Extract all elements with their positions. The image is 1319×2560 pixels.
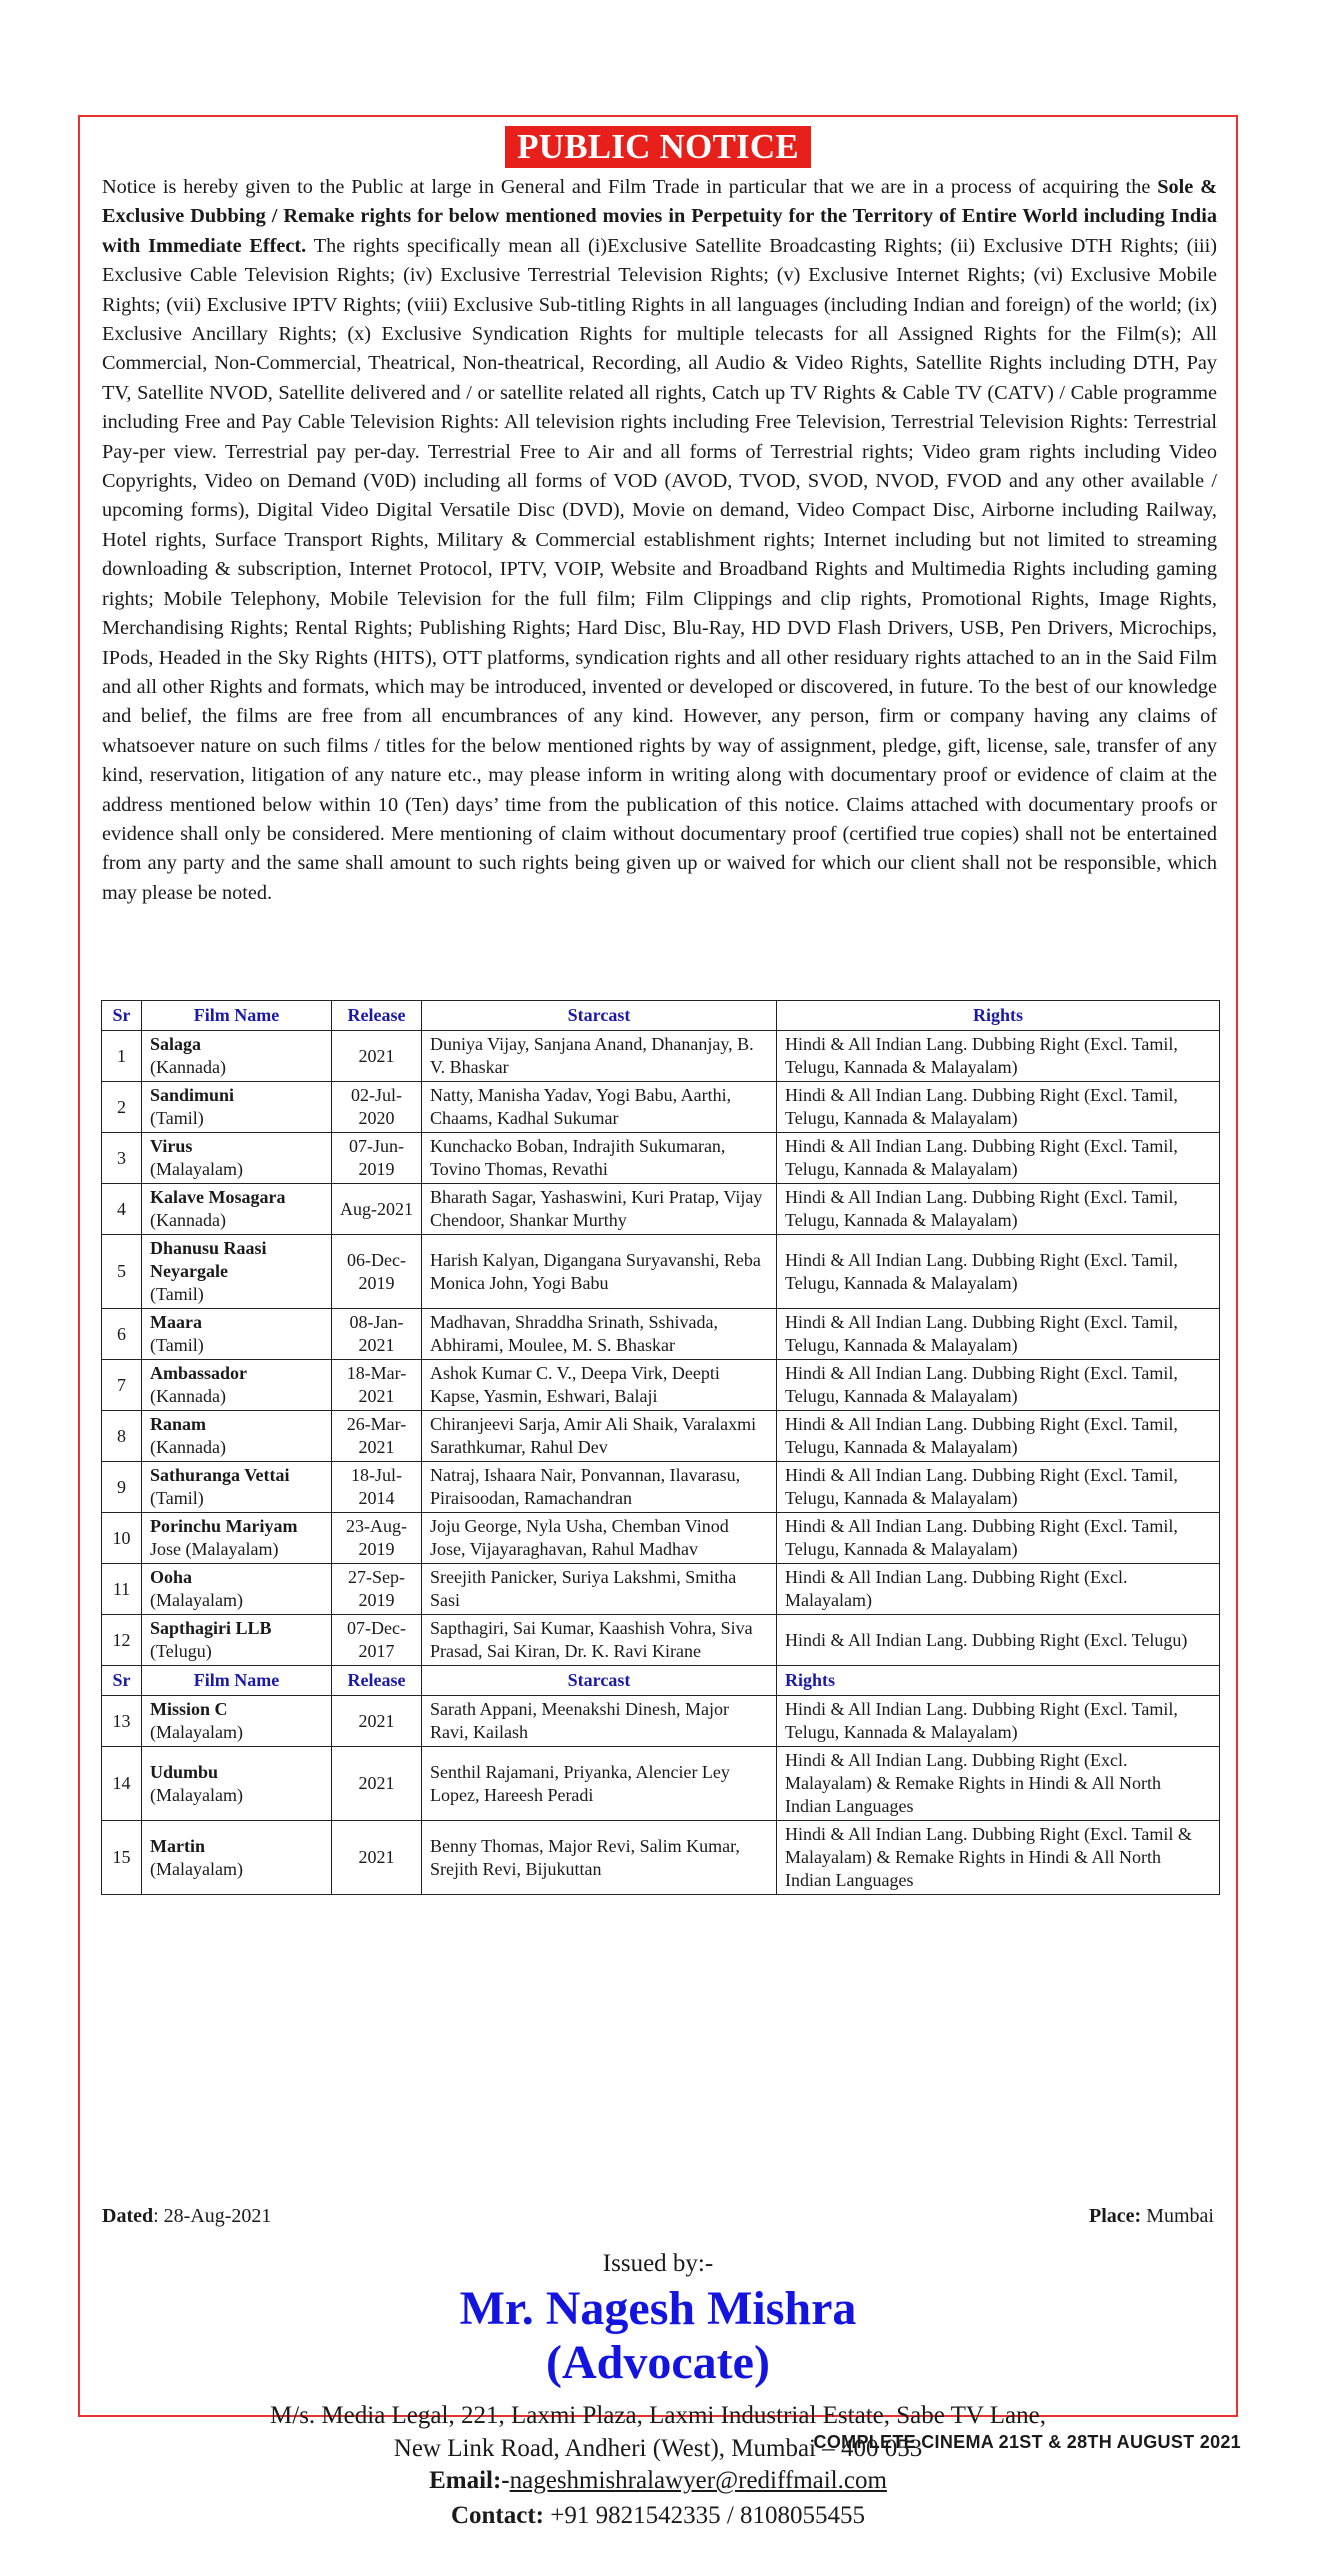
- table-row: [102, 1309, 1220, 1360]
- film-language: (Tamil): [150, 1284, 204, 1304]
- cell-starcast: Natraj, Ishaara Nair, Ponvannan, Ilavarasu, Piraisoodan, Ramachandran: [422, 1462, 777, 1513]
- header-release: Release: [332, 1001, 422, 1031]
- film-name: Sapthagiri LLB: [150, 1618, 272, 1638]
- place-label: Place:: [1089, 2205, 1142, 2227]
- cell-sr: 11: [102, 1564, 142, 1615]
- header-release-2: Release: [332, 1666, 422, 1696]
- table-row: [102, 1133, 1220, 1184]
- film-name: Ooha: [150, 1567, 193, 1587]
- cell-rights: Hindi & All Indian Lang. Dubbing Right (Excl. Tamil & Malayalam) & Remake Rights in Hindi & All North Indian Languages: [777, 1821, 1220, 1895]
- table-row: [102, 1615, 1220, 1666]
- films-table: [101, 1000, 1220, 1895]
- cell-sr: 8: [102, 1411, 142, 1462]
- cell-film: [142, 1031, 332, 1082]
- cell-sr: 14: [102, 1747, 142, 1821]
- email-label: Email:-: [429, 2467, 510, 2494]
- films-table-body: [102, 1001, 1220, 1895]
- cell-release: 23-Aug-2019: [332, 1513, 422, 1564]
- film-language: (Tamil): [150, 1108, 204, 1128]
- cell-starcast: Ashok Kumar C. V., Deepa Virk, Deepti Kapse, Yasmin, Eshwari, Balaji: [422, 1360, 777, 1411]
- cell-film: [142, 1235, 332, 1309]
- cell-release: 27-Sep-2019: [332, 1564, 422, 1615]
- header-rights-2: Rights: [777, 1666, 1220, 1696]
- cell-rights: Hindi & All Indian Lang. Dubbing Right (Excl. Tamil, Telugu, Kannada & Malayalam): [777, 1696, 1220, 1747]
- film-language: (Malayalam): [150, 1858, 243, 1879]
- place: [1089, 2205, 1214, 2228]
- cell-film: [142, 1360, 332, 1411]
- header-starcast-2: Starcast: [422, 1666, 777, 1696]
- film-name: Sandimuni: [150, 1085, 235, 1105]
- film-name: Ambassador: [150, 1363, 248, 1383]
- film-name: Salaga: [150, 1034, 202, 1054]
- film-name: Dhanusu Raasi Neyargale: [150, 1238, 267, 1281]
- cell-sr: 6: [102, 1309, 142, 1360]
- cell-starcast: Sapthagiri, Sai Kumar, Kaashish Vohra, Siva Prasad, Sai Kiran, Dr. K. Ravi Kirane: [422, 1615, 777, 1666]
- cell-starcast: Sreejith Panicker, Suriya Lakshmi, Smitha Sasi: [422, 1564, 777, 1615]
- cell-rights: Hindi & All Indian Lang. Dubbing Right (Excl. Tamil, Telugu, Kannada & Malayalam): [777, 1184, 1220, 1235]
- cell-release: 2021: [332, 1747, 422, 1821]
- film-language: (Malayalam): [150, 1590, 243, 1610]
- film-name: Maara: [150, 1312, 202, 1332]
- cell-release: 18-Jul-2014: [332, 1462, 422, 1513]
- email-link[interactable]: nageshmishralawyer@rediffmail.com: [509, 2467, 887, 2494]
- cell-sr: 10: [102, 1513, 142, 1564]
- cell-starcast: Kunchacko Boban, Indrajith Sukumaran, Tovino Thomas, Revathi: [422, 1133, 777, 1184]
- cell-release: 02-Jul-2020: [332, 1082, 422, 1133]
- cell-starcast: Sarath Appani, Meenakshi Dinesh, Major Ravi, Kailash: [422, 1696, 777, 1747]
- film-name: Sathuranga Vettai: [150, 1465, 290, 1485]
- header-sr: Sr: [102, 1001, 142, 1031]
- cell-rights: Hindi & All Indian Lang. Dubbing Right (Excl. Tamil, Telugu, Kannada & Malayalam): [777, 1235, 1220, 1309]
- dated: [102, 2205, 271, 2228]
- header-film: Film Name: [142, 1001, 332, 1031]
- header-film-2: Film Name: [142, 1666, 332, 1696]
- table-row: [102, 1696, 1220, 1747]
- cell-release: 07-Dec-2017: [332, 1615, 422, 1666]
- address-line-1: M/s. Media Legal, 221, Laxmi Plaza, Laxmi Industrial Estate, Sabe TV Lane,: [270, 2402, 1046, 2429]
- cell-release: 2021: [332, 1031, 422, 1082]
- film-language: (Malayalam): [150, 1784, 243, 1805]
- film-name: Virus: [150, 1136, 193, 1156]
- table-row: [102, 1235, 1220, 1309]
- film-language: (Malayalam): [150, 1722, 243, 1742]
- advocate-title: (Advocate): [546, 2336, 770, 2389]
- cell-release: 07-Jun-2019: [332, 1133, 422, 1184]
- table-row: [102, 1821, 1220, 1895]
- cell-rights: Hindi & All Indian Lang. Dubbing Right (Excl. Malayalam) & Remake Rights in Hindi & All North Indian Languages: [777, 1747, 1220, 1821]
- film-name: Udumbu: [150, 1761, 219, 1782]
- film-name: Ranam: [150, 1414, 207, 1434]
- table-row: [102, 1082, 1220, 1133]
- header-sr-2: Sr: [102, 1666, 142, 1696]
- film-language: (Kannada): [150, 1386, 226, 1406]
- table-row: [102, 1184, 1220, 1235]
- cell-starcast: Chiranjeevi Sarja, Amir Ali Shaik, Varalaxmi Sarathkumar, Rahul Dev: [422, 1411, 777, 1462]
- cell-film: [142, 1411, 332, 1462]
- cell-sr: 9: [102, 1462, 142, 1513]
- cell-film: [142, 1133, 332, 1184]
- film-name: Kalave Mosagara: [150, 1187, 286, 1207]
- table-row: [102, 1462, 1220, 1513]
- cell-release: 2021: [332, 1696, 422, 1747]
- dated-value: : 28-Aug-2021: [153, 2205, 272, 2227]
- cell-starcast: Joju George, Nyla Usha, Chemban Vinod Jose, Vijayaraghavan, Rahul Madhav: [422, 1513, 777, 1564]
- cell-release: 08-Jan-2021: [332, 1309, 422, 1360]
- cell-starcast: Madhavan, Shraddha Srinath, Sshivada, Abhirami, Moulee, M. S. Bhaskar: [422, 1309, 777, 1360]
- cell-film: [142, 1184, 332, 1235]
- cell-sr: 15: [102, 1821, 142, 1895]
- advocate-name: Mr. Nagesh Mishra: [459, 2282, 857, 2335]
- cell-sr: 12: [102, 1615, 142, 1666]
- cell-sr: 3: [102, 1133, 142, 1184]
- cell-starcast: Benny Thomas, Major Revi, Salim Kumar, Srejith Revi, Bijukuttan: [422, 1821, 777, 1895]
- cell-starcast: Harish Kalyan, Digangana Suryavanshi, Reba Monica John, Yogi Babu: [422, 1235, 777, 1309]
- cell-sr: 5: [102, 1235, 142, 1309]
- film-language: (Tamil): [150, 1335, 204, 1355]
- film-language: (Kannada): [150, 1437, 226, 1457]
- cell-starcast: Natty, Manisha Yadav, Yogi Babu, Aarthi, Chaams, Kadhal Sukumar: [422, 1082, 777, 1133]
- cell-release: 2021: [332, 1821, 422, 1895]
- cell-release: 26-Mar-2021: [332, 1411, 422, 1462]
- film-language: Jose (Malayalam): [150, 1539, 279, 1559]
- notice-rights-text: The rights specifically mean all (i)Exclusive Satellite Broadcasting Rights; (ii) Exclusive DTH Rights; (iii) Exclusive Cable Television Rights; (iv) Exclusive Terrestrial Television Rights; (v) Exclusive Internet Rights; (vi) Exclusive Mobile Rights; (vii) Exclusive IPTV Rights; (viii) Exclusive Sub-titling Rights in all languages (including Indian and foreign) of the world; (ix) Exclusive Ancillary Rights; (x) Exclusive Syndication Rights for multiple telecasts for all Assigned Rights for the Film(s); All Commercial, Non-Commercial, Theatrical, Non-theatrical, Recording, all Audio & Video Rights, Satellite Rights including DTH, Pay TV, Satellite NVOD, Satellite delivered and / or satellite related all rights, Catch up TV Rights & Cable TV (CATV) / Cable programme including Free and Pay Cable Television Rights: All television rights including Free Television, Terrestrial Television Rights: Terrestrial Pay-per view. Terrestrial pay per-day. Terrestrial Free to Air and all forms of Terrestrial rights; Video gram rights including Video Copyrights, Video on Demand (V0D) including all forms of VOD (AVOD, TVOD, SVOD, NVOD, FVOD and any other available / upcoming forms), Digital Video Digital Versatile Disc (DVD), Movie on demand, Video Compact Disc, Airborne including Railway, Hotel rights, Surface Transport Rights, Military & Commercial establishment rights; Internet including but not limited to streaming downloading & subscription, Internet Protocol, IPTV, VOIP, Website and Broadband Rights and Multimedia Rights including gaming rights; Mobile Telephony, Mobile Television for the full film; Film Clippings and clip rights, Promotional Rights, Image Rights, Merchandising Rights; Rental Rights; Publishing Rights; Hard Disc, Blu-Ray, HD DVD Flash Drivers, USB, Pen Drivers, Microchips, IPods, Headed in the Sky Rights (HITS), OTT platforms, syndication rights and all other residuary rights attached to an in the Said Film and all other Rights and formats, which may be introduced, invented or developed or discovered, in future. To the best of our knowledge and belief, the films are free from all encumbrances of any kind. However, any person, firm or company having any claims of whatsoever nature on such films / titles for the below mentioned rights by way of assignment, pledge, gift, license, sale, transfer of any kind, reservation, litigation of any nature etc., may please inform in writing along with documentary proof or evidence of claim at the address mentioned below within 10 (Ten) days’ time from the publication of this notice. Claims attached with documentary proofs or evidence shall only be considered. Mere mentioning of claim without documentary proof (certified true copies) shall not be entertained from any party and the same shall amount to such rights being given up or waived for which our client shall not be responsible, which may please be noted.: [102, 234, 1217, 904]
- table-row: [102, 1513, 1220, 1564]
- cell-starcast: Duniya Vijay, Sanjana Anand, Dhananjay, B. V. Bhaskar: [422, 1031, 777, 1082]
- cell-rights: Hindi & All Indian Lang. Dubbing Right (Excl. Telugu): [777, 1615, 1220, 1666]
- cell-sr: 2: [102, 1082, 142, 1133]
- place-value: Mumbai: [1141, 2205, 1214, 2227]
- cell-film: [142, 1309, 332, 1360]
- cell-release: 18-Mar-2021: [332, 1360, 422, 1411]
- film-language: (Telugu): [150, 1641, 212, 1661]
- title-wrap: [80, 126, 1236, 168]
- cell-rights: Hindi & All Indian Lang. Dubbing Right (Excl. Tamil, Telugu, Kannada & Malayalam): [777, 1133, 1220, 1184]
- cell-film: [142, 1082, 332, 1133]
- table-header-row: [102, 1001, 1220, 1031]
- table-row: [102, 1411, 1220, 1462]
- film-name: Mission C: [150, 1699, 228, 1719]
- cell-rights: Hindi & All Indian Lang. Dubbing Right (Excl. Tamil, Telugu, Kannada & Malayalam): [777, 1309, 1220, 1360]
- notice-bold-text: Sole & Exclusive Dubbing / Remake rights for below mentioned movies in Perpetuity for the Territory of Entire World including India with Immediate Effect.: [102, 176, 1217, 257]
- film-language: (Kannada): [150, 1057, 226, 1077]
- cell-starcast: Senthil Rajamani, Priyanka, Alencier Ley Lopez, Hareesh Peradi: [422, 1747, 777, 1821]
- cell-release: Aug-2021: [332, 1184, 422, 1235]
- publication-credit: COMPLETE CINEMA 21ST & 28TH AUGUST 2021: [813, 2432, 1241, 2452]
- cell-sr: 1: [102, 1031, 142, 1082]
- film-name: Porinchu Mariyam: [150, 1516, 298, 1536]
- cell-rights: Hindi & All Indian Lang. Dubbing Right (Excl. Tamil, Telugu, Kannada & Malayalam): [777, 1462, 1220, 1513]
- film-language: (Malayalam): [150, 1159, 243, 1179]
- cell-rights: Hindi & All Indian Lang. Dubbing Right (Excl. Tamil, Telugu, Kannada & Malayalam): [777, 1031, 1220, 1082]
- issued-by: Issued by:-: [602, 2250, 714, 2277]
- notice-title: PUBLIC NOTICE: [505, 126, 811, 168]
- cell-film: [142, 1513, 332, 1564]
- advocate-block: [80, 2282, 1236, 2390]
- cell-film: [142, 1615, 332, 1666]
- cell-rights: Hindi & All Indian Lang. Dubbing Right (Excl. Tamil, Telugu, Kannada & Malayalam): [777, 1513, 1220, 1564]
- film-name: Martin: [150, 1835, 205, 1856]
- contact-line: [80, 2502, 1236, 2530]
- cell-rights: Hindi & All Indian Lang. Dubbing Right (Excl. Tamil, Telugu, Kannada & Malayalam): [777, 1360, 1220, 1411]
- cell-rights: Hindi & All Indian Lang. Dubbing Right (Excl. Tamil, Telugu, Kannada & Malayalam): [777, 1082, 1220, 1133]
- cell-film: [142, 1747, 332, 1821]
- table-row: [102, 1564, 1220, 1615]
- email-line: [80, 2467, 1236, 2495]
- cell-sr: 7: [102, 1360, 142, 1411]
- cell-sr: 4: [102, 1184, 142, 1235]
- cell-rights: Hindi & All Indian Lang. Dubbing Right (Excl. Malayalam): [777, 1564, 1220, 1615]
- cell-film: [142, 1462, 332, 1513]
- table-row: [102, 1031, 1220, 1082]
- cell-film: [142, 1696, 332, 1747]
- address-line-2: New Link Road, Andheri (West), Mumbai – 400 053: [393, 2435, 923, 2462]
- contact-label: Contact:: [450, 2502, 544, 2529]
- cell-film: [142, 1821, 332, 1895]
- header-starcast: Starcast: [422, 1001, 777, 1031]
- table-header-row-2: [102, 1666, 1220, 1696]
- contact-value: +91 9821542335 / 8108055455: [543, 2502, 866, 2529]
- dated-label: Dated: [102, 2205, 154, 2227]
- table-row: [102, 1747, 1220, 1821]
- film-language: (Tamil): [150, 1488, 204, 1508]
- header-rights: Rights: [777, 1001, 1220, 1031]
- cell-starcast: Bharath Sagar, Yashaswini, Kuri Pratap, Vijay Chendoor, Shankar Murthy: [422, 1184, 777, 1235]
- notice-intro: Notice is hereby given to the Public at large in General and Film Trade in particular that we are in a process of acquiring the: [102, 176, 1158, 198]
- cell-sr: 13: [102, 1696, 142, 1747]
- cell-rights: Hindi & All Indian Lang. Dubbing Right (Excl. Tamil, Telugu, Kannada & Malayalam): [777, 1411, 1220, 1462]
- cell-film: [142, 1564, 332, 1615]
- notice-body: [102, 173, 1217, 908]
- film-language: (Kannada): [150, 1210, 226, 1230]
- table-row: [102, 1360, 1220, 1411]
- cell-release: 06-Dec-2019: [332, 1235, 422, 1309]
